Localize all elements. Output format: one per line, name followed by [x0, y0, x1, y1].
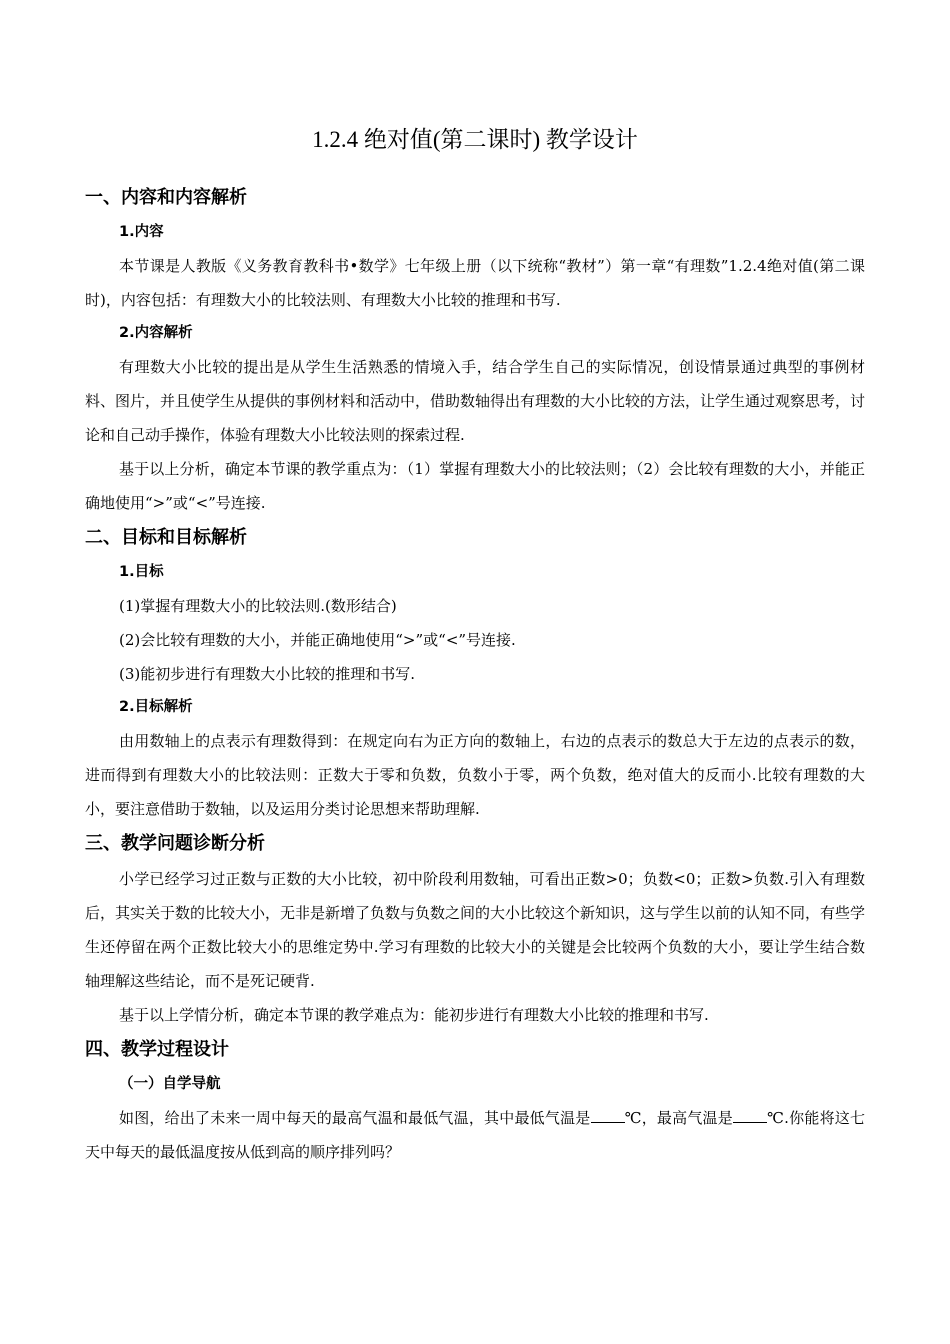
fill-in-blank [591, 1108, 625, 1123]
fill-in-blank [733, 1108, 767, 1123]
section-3-paragraph-1: 小学已经学习过正数与正数的大小比较，初中阶段利用数轴，可看出正数>0；负数<0；正数>负数.引入有理数后，其实关于数的比较大小，无非是新增了负数与负数之间的大小比较这个新知识，这与学生以前的认知不同，有些学生还停留在两个正数比较大小的思维定势中.学习有理数的比较大小的关键是会比较两个负数的大小，要让学生结合数轴理解这些结论，而不是死记硬背. [85, 870, 866, 990]
section-1-sub-2: 2.内容解析 [119, 325, 193, 341]
goal-item: (2)会比较有理数的大小，并能正确地使用“>”或“<”号连接. [119, 631, 516, 649]
section-3-heading: 三、教学问题诊断分析 [85, 833, 265, 854]
document-page [85, 124, 865, 1169]
section-1-paragraph-1: 本节课是人教版《义务教育教科书•数学》七年级上册（以下统称“教材”）第一章“有理数”1.2.4绝对值(第二课时)，内容包括：有理数大小的比较法则、有理数大小比较的推理和书写. [85, 257, 865, 309]
goal-item: (1)掌握有理数大小的比较法则.(数形结合) [119, 597, 397, 615]
section-4-paragraph-1 [85, 1101, 865, 1169]
text-part: ℃，最高气温是 [624, 1109, 733, 1127]
page-title: 1.2.4 绝对值(第二课时) 教学设计 [312, 127, 638, 152]
section-2-sub-1: 1.目标 [119, 564, 164, 580]
section-2-heading: 二、目标和目标解析 [85, 527, 247, 548]
section-2-sub-2: 2.目标解析 [119, 699, 193, 715]
section-1-heading: 一、内容和内容解析 [85, 187, 247, 208]
section-1-sub-1: 1.内容 [119, 224, 164, 240]
section-4-sub-1: （一）自学导航 [119, 1076, 221, 1092]
section-1-paragraph-2: 有理数大小比较的提出是从学生生活熟悉的情境入手，结合学生自己的实际情况，创设情景通过典型的事例材料、图片，并且使学生从提供的事例材料和活动中，借助数轴得出有理数的大小比较的方法，让学生通过观察思考，讨论和自己动手操作，体验有理数大小比较法则的探索过程. [85, 358, 866, 444]
text-part: ℃.你能将这七天中每天的最低温度按从低到高的顺序排列吗？ [85, 1109, 865, 1161]
section-1-paragraph-3: 基于以上分析，确定本节课的教学重点为：（1）掌握有理数大小的比较法则；（2）会比较有理数的大小，并能正确地使用“>”或“<”号连接. [85, 460, 865, 512]
section-3-paragraph-2: 基于以上学情分析，确定本节课的教学难点为：能初步进行有理数大小比较的推理和书写. [119, 1006, 709, 1024]
goal-item: (3)能初步进行有理数大小比较的推理和书写. [119, 665, 416, 683]
section-4-heading: 四、教学过程设计 [85, 1039, 229, 1060]
section-2-paragraph-1: 由用数轴上的点表示有理数得到：在规定向右为正方向的数轴上，右边的点表示的数总大于左边的点表示的数，进而得到有理数大小的比较法则：正数大于零和负数，负数小于零，两个负数，绝对值大的反而小.比较有理数的大小，要注意借助于数轴，以及运用分类讨论思想来帮助理解. [85, 732, 865, 818]
text-part: 如图，给出了未来一周中每天的最高气温和最低气温，其中最低气温是 [119, 1109, 591, 1127]
